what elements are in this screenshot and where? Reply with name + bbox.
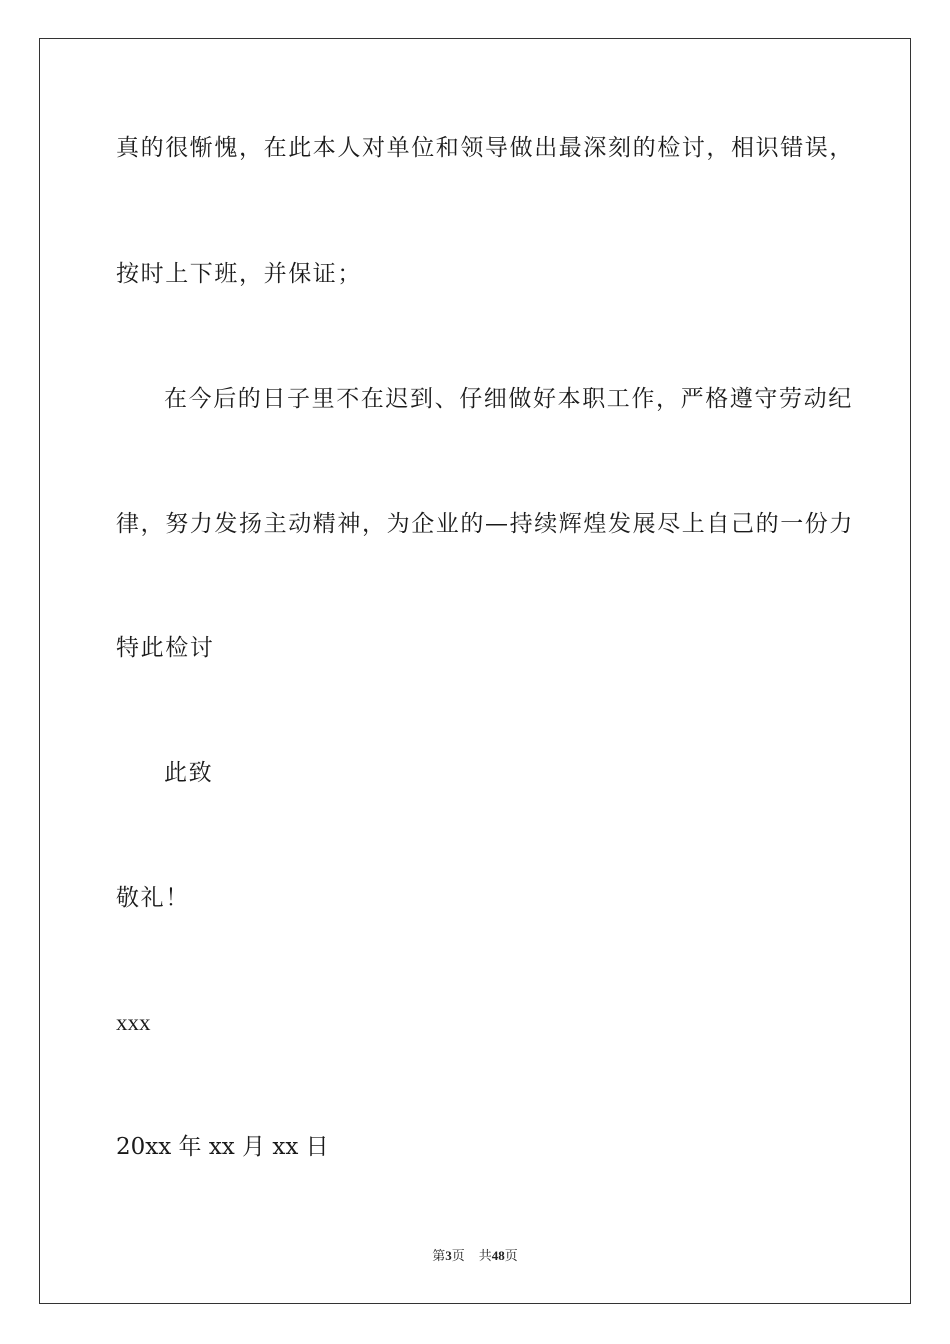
footer-total-number: 48: [491, 1248, 505, 1263]
footer-total-prefix: 共: [478, 1248, 492, 1263]
body-line-4: 律，努力发扬主动精神，为企业的—持续辉煌发展尽上自己的一份力: [116, 511, 854, 537]
date-line: 20xx 年 xx 月 xx 日: [116, 1134, 329, 1160]
signature: xxx: [116, 1010, 151, 1035]
body-line-3: 在今后的日子里不在迟到、仔细做好本职工作，严格遵守劳动纪: [164, 386, 853, 412]
closing-statement: 特此检讨: [116, 635, 215, 661]
footer-total-suffix: 页: [504, 1248, 518, 1263]
body-line-1: 真的很惭愧，在此本人对单位和领导做出最深刻的检讨，相识错误，: [116, 135, 854, 161]
footer-page-prefix: 第: [432, 1248, 446, 1263]
page-footer: [0, 1247, 950, 1265]
body-line-2: 按时上下班，并保证；: [116, 261, 362, 287]
footer-page-suffix: 页: [451, 1248, 465, 1263]
salutation-jingli: 敬礼！: [116, 885, 190, 911]
page-border: [39, 38, 911, 1304]
footer-page-number: 3: [445, 1248, 452, 1263]
salutation-cizhi: 此致: [164, 760, 214, 786]
